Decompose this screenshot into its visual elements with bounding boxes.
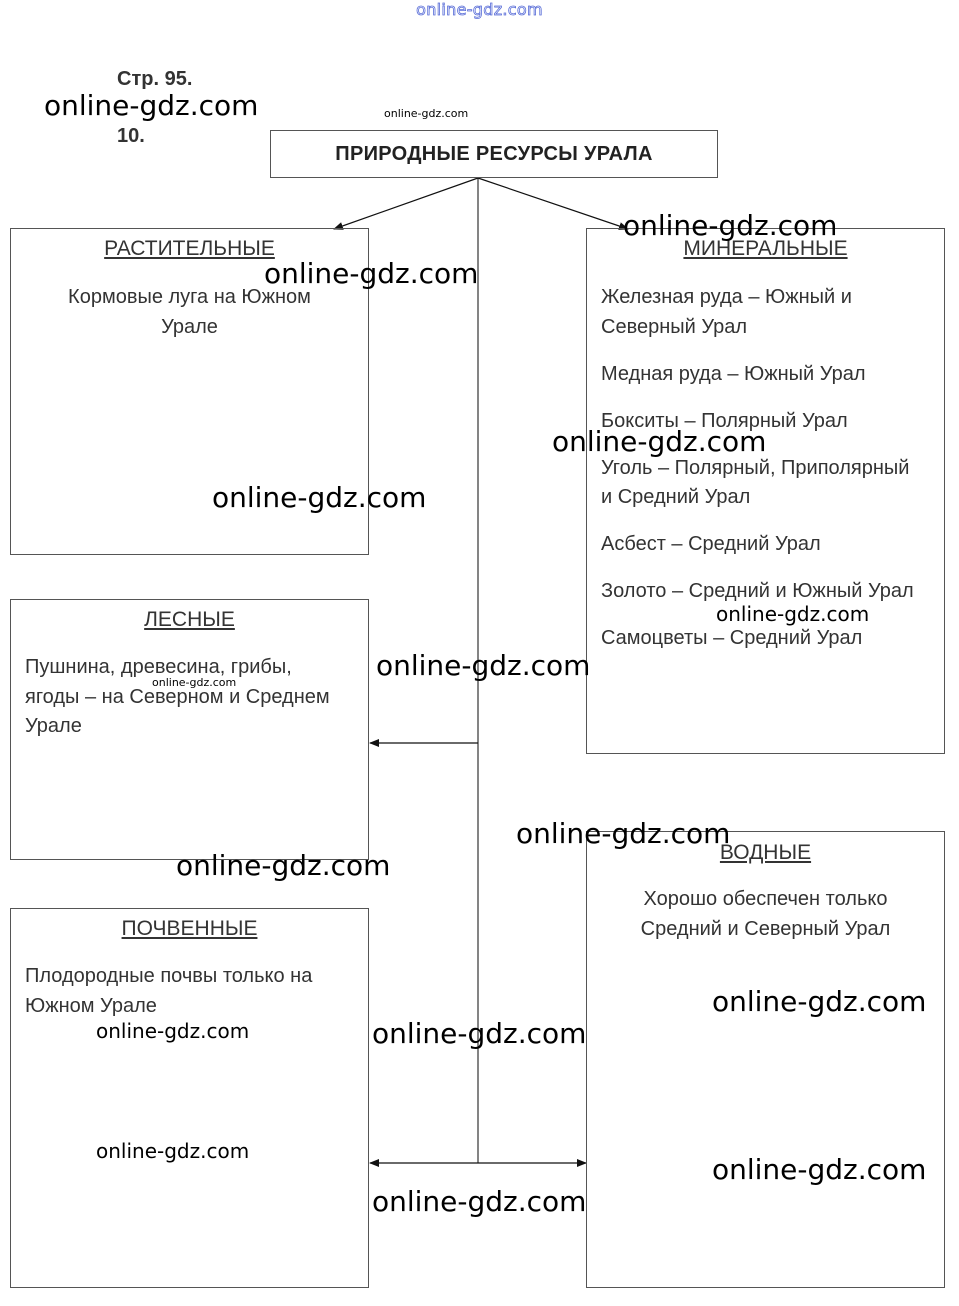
mineral-item: Асбест – Средний Урал: [601, 533, 821, 555]
soil-text: Плодородные почвы только на Южном Урале: [25, 965, 313, 1017]
watermark: online-gdz.com: [623, 209, 838, 242]
forest-title: ЛЕСНЫЕ: [144, 608, 235, 631]
node-water: [586, 831, 945, 1288]
watermark: online-gdz.com: [516, 817, 731, 850]
mineral-item: Самоцветы – Средний Урал: [601, 627, 863, 649]
plant-text: Кормовые луга на Южном Урале: [68, 286, 311, 338]
water-title: ВОДНЫЕ: [719, 841, 812, 864]
node-forest: [10, 599, 369, 860]
mineral-item: Золото – Средний и Южный Урал: [601, 580, 914, 602]
watermark: online-gdz.com: [96, 1019, 250, 1043]
watermark: online-gdz.com: [152, 676, 237, 689]
plant-title: РАСТИТЕЛЬНЫЕ: [104, 237, 275, 260]
watermark: online-gdz.com: [96, 1139, 250, 1163]
arrow-to-plant: [334, 178, 478, 229]
watermark: online-gdz.com: [716, 602, 870, 626]
soil-title: ПОЧВЕННЫЕ: [121, 917, 258, 940]
watermark: online-gdz.com: [176, 849, 391, 882]
watermark: online-gdz.com: [376, 649, 591, 682]
watermark: online-gdz.com: [212, 481, 427, 514]
mineral-item: Железная руда – Южный и Северный Урал: [601, 286, 852, 338]
node-soil: [10, 908, 369, 1288]
node-mineral: [586, 228, 945, 754]
mineral-item: Уголь – Полярный, Приполярный и Средний Урал: [601, 456, 910, 508]
arrow-to-mineral: [478, 178, 628, 229]
page-reference: Стр. 95.: [117, 68, 193, 90]
root-title: ПРИРОДНЫЕ РЕСУРСЫ УРАЛА: [335, 142, 653, 165]
mineral-item: Бокситы – Полярный Урал: [601, 409, 848, 432]
mineral-item: Медная руда – Южный Урал: [601, 362, 866, 385]
forest-text: Пушнина, древесина, грибы, ягоды – на Северном и Среднем Урале: [25, 656, 330, 737]
water-text: Хорошо обеспечен только Средний и Северный Урал: [640, 888, 891, 940]
watermark: online-gdz.com: [384, 107, 469, 120]
watermark: online-gdz.com: [712, 1153, 927, 1186]
watermark: online-gdz.com: [372, 1185, 587, 1218]
root-node: [270, 130, 718, 178]
watermark: online-gdz.com: [712, 985, 927, 1018]
task-number: 10.: [117, 125, 145, 147]
watermark-top: online-gdz.com: [416, 0, 543, 19]
watermark: online-gdz.com: [44, 89, 259, 122]
mineral-title: МИНЕРАЛЬНЫЕ: [683, 237, 848, 260]
watermark: online-gdz.com: [372, 1017, 587, 1050]
watermark: online-gdz.com: [552, 425, 767, 458]
watermark: online-gdz.com: [264, 257, 479, 290]
